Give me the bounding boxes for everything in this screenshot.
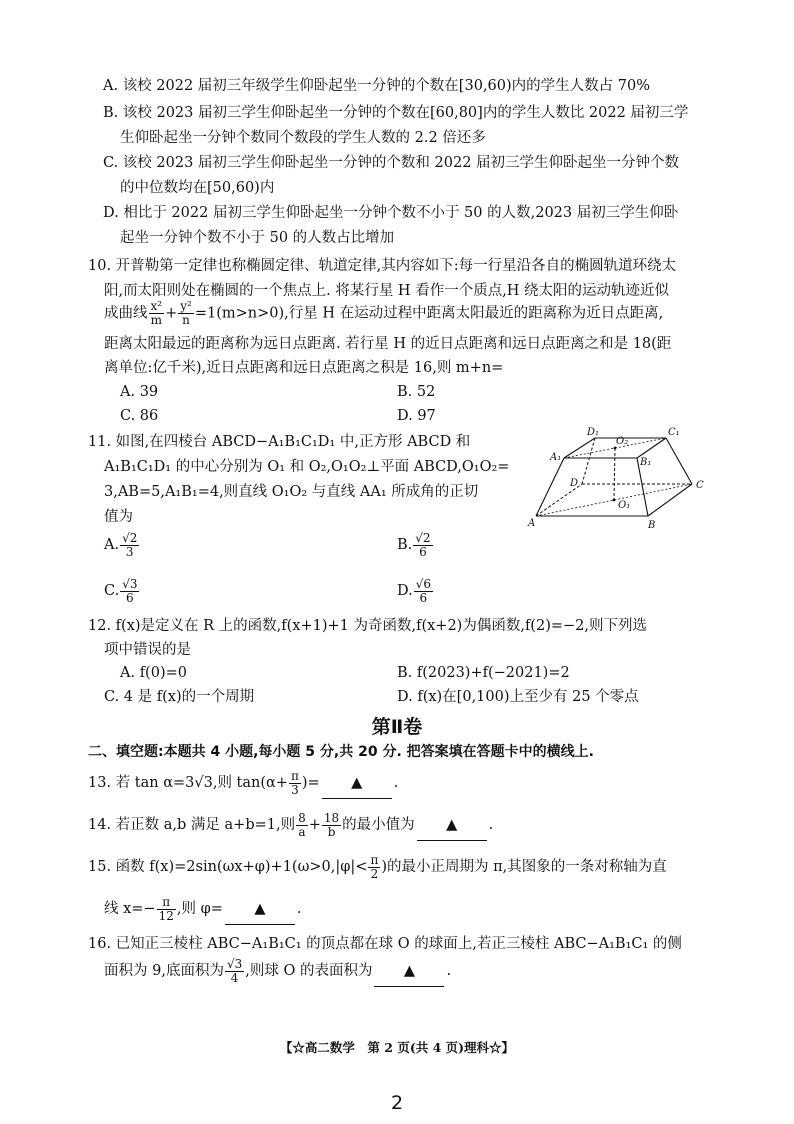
q12-option-d: D. f(x)在[0,100)上至少有 25 个零点 <box>397 689 639 705</box>
q11-option-a: A. $\frac{√2}{3}$ <box>104 530 138 559</box>
label-a1: A₁ <box>550 452 562 463</box>
q11-line2: A₁B₁C₁D₁ 的中心分别为 O₁ 和 O₂,O₁O₂⊥平面 ABCD,O₁O₂= <box>104 459 510 475</box>
q9-option-b-line1: B. 该校 2023 届初三学生仰卧起坐一分钟的个数在[60,80]内的学生人数比 2022 届初三学 <box>103 105 689 121</box>
q13-answer-blank[interactable]: ▲ <box>322 768 392 799</box>
q11-option-b: B. $\frac{√2}{6}$ <box>397 530 431 559</box>
q10-line4: 距离太阳最远的距离称为远日点距离. 若行星 H 的近日点距离和远日点距离之和是 18(距 <box>104 336 672 352</box>
q10-option-b: B. 52 <box>397 384 436 400</box>
q10-frac-y2-n: $\frac{\text{y²}}{n}$ <box>180 299 192 327</box>
q11-option-c: C. $\frac{√3}{6}$ <box>104 576 138 605</box>
page-footer: 【☆高二数学 第 2 页(共 4 页)理科☆】 <box>279 1040 515 1055</box>
label-o2: O₂ <box>616 436 629 447</box>
page-number: 2 <box>390 1092 404 1114</box>
q10-line5: 离单位:亿千米),近日点距离和远日点距离之积是 16,则 m+n= <box>104 360 504 376</box>
q11-option-d: D. $\frac{√6}{6}$ <box>397 576 431 605</box>
section-instruction: 二、填空题:本题共 4 小题,每小题 5 分,共 20 分. 把答案填在答题卡中的横线上. <box>88 744 594 760</box>
label-o1: O₁ <box>618 500 631 511</box>
q15-line1: 15. 函数 f(x)=2sin(ωx+φ)+1(ω>0,|φ|< $\frac{\pi}{2}$ )的最小正周期为 π,其图象的一条对称轴为直 <box>88 852 667 881</box>
q9-option-c-line1: C. 该校 2023 届初三学生仰卧起坐一分钟的个数和 2022 届初三学生仰卧起坐一分钟个数 <box>103 155 680 171</box>
axis-o1-o2 <box>614 448 615 500</box>
q16-line1: 16. 已知正三棱柱 ABC−A₁B₁C₁ 的顶点都在球 O 的球面上,若正三棱柱 ABC−A₁B₁C₁ 的侧 <box>88 936 682 952</box>
q11-line3: 3,AB=5,A₁B₁=4,则直线 O₁O₂ 与直线 AA₁ 所成角的正切 <box>104 484 479 500</box>
q13: 13. 若 tan α=3√3,则 tan(α+ $\frac{\pi}{3}$ )= ▲ . <box>88 768 398 799</box>
q9-option-d-line1: D. 相比于 2022 届初三学生仰卧起坐一分钟个数不小于 50 的人数,2023 届初三学生仰卧 <box>103 205 679 221</box>
edge-c1-c <box>666 438 692 484</box>
q16-line2: 面积为 9,底面积为 $\frac{√3}{4}$ ,则球 O 的表面积为 ▲ . <box>104 956 451 987</box>
q12-line1: 12. f(x)是定义在 R 上的函数,f(x+1)+1 为奇函数,f(x+2)为偶函数,f(2)=−2,则下列选 <box>88 618 647 634</box>
point-o2 <box>614 447 617 450</box>
q14-answer-blank[interactable]: ▲ <box>417 810 487 841</box>
q9-option-d-line2: 起坐一分钟个数不小于 50 的人数占比增加 <box>120 230 395 246</box>
q12-option-c: C. 4 是 f(x)的一个周期 <box>104 689 255 705</box>
section-title: 第Ⅱ卷 <box>371 716 423 738</box>
q16-answer-blank[interactable]: ▲ <box>374 956 444 987</box>
q15-answer-blank[interactable]: ▲ <box>225 894 295 925</box>
label-a: A <box>528 518 536 529</box>
q12-option-a: A. f(0)=0 <box>120 665 187 681</box>
q9-option-b-line2: 生仰卧起坐一分钟个数同个数段的学生人数的 2.2 倍还多 <box>120 130 486 146</box>
label-c: C <box>696 480 704 491</box>
q10-frac-x2-m: $\frac{\text{x²}}{m}$ <box>150 299 163 327</box>
q10-option-a: A. 39 <box>120 384 159 400</box>
q10-option-c: C. 86 <box>120 408 159 424</box>
q12-option-b: B. f(2023)+f(−2021)=2 <box>397 665 570 681</box>
q9-option-c-line2: 的中位数均在[50,60)内 <box>120 180 275 196</box>
q10-option-d: D. 97 <box>397 408 436 424</box>
q10-line1: 10. 开普勒第一定律也称椭圆定律、轨道定律,其内容如下:每一行星沿各自的椭圆轨道环绕太 <box>88 258 677 274</box>
q11-line4: 值为 <box>104 509 133 525</box>
q12-line2: 项中错误的是 <box>104 642 191 658</box>
frustum-figure <box>524 424 720 532</box>
q14: 14. 若正数 a,b 满足 a+b=1,则 $\frac{8}{a}$ + $\frac{18}{b}$ 的最小值为 ▲ . <box>88 810 493 841</box>
edge-a1-a <box>536 458 564 516</box>
label-b1: B₁ <box>640 457 652 468</box>
label-d1: D₁ <box>587 427 600 438</box>
q10-line3: 成曲线 $\frac{\text{x²}}{m}$ + $\frac{\text{y²}}{n}$ =1(m>n>0),行星 H 在运动过程中距离太阳最近的距离称为近日点距离, <box>104 299 664 327</box>
q15-line2: 线 x=− $\frac{\pi}{12}$ ,则 φ= ▲ . <box>104 894 302 925</box>
q11-line1: 11. 如图,在四棱台 ABCD−A₁B₁C₁D₁ 中,正方形 ABCD 和 <box>88 434 471 450</box>
point-o1 <box>613 499 616 502</box>
q9-option-a: A. 该校 2022 届初三年级学生仰卧起坐一分钟的个数在[30,60)内的学生人数占 70% <box>103 78 650 94</box>
label-d: D <box>570 478 579 489</box>
label-b: B <box>648 520 656 531</box>
q10-line2: 阳,而太阳则处在椭圆的一个焦点上. 将某行星 H 看作一个质点,H 绕太阳的运动轨迹近似 <box>104 283 670 299</box>
label-c1: C₁ <box>668 427 680 438</box>
